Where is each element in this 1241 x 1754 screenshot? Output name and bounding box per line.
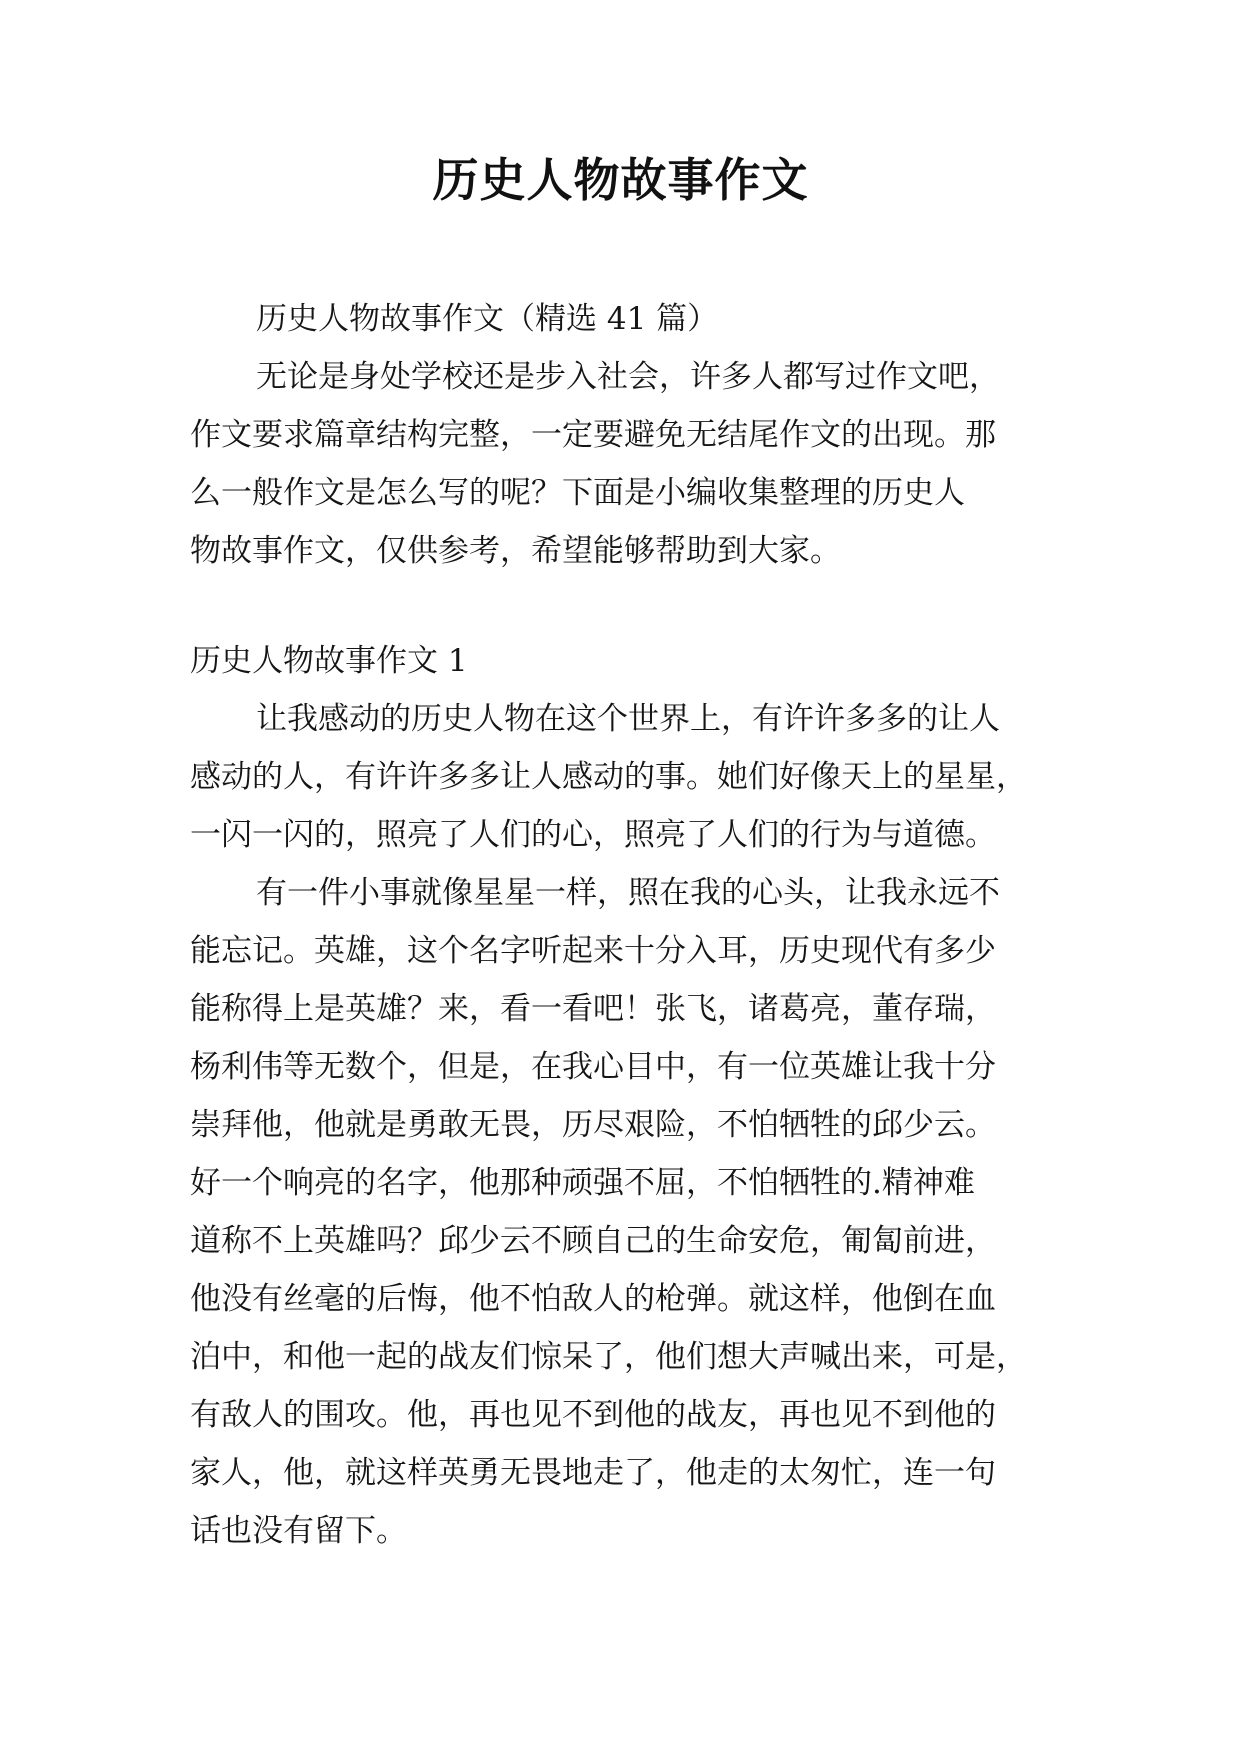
document-title: 历史人物故事作文 [432,153,809,207]
section-heading: 历史人物故事作文 1 [190,643,468,679]
body-line-12: 泊中，和他一起的战友们惊呆了，他们想大声喊出来，可是， [190,1339,1027,1375]
intro-line-1: 无论是身处学校还是步入社会，许多人都写过作文吧， [256,359,1000,395]
intro-line-3: 么一般作文是怎么写的呢？下面是小编收集整理的历史人 [190,475,965,511]
body-line-6: 能称得上是英雄？来，看一看吧！张飞，诸葛亮，董存瑞， [190,991,996,1027]
body-line-10: 道称不上英雄吗？邱少云不顾自己的生命安危，匍匐前进， [190,1223,996,1259]
body-line-1: 让我感动的历史人物在这个世界上，有许许多多的让人 [256,701,1000,737]
body-line-9: 好一个响亮的名字，他那种顽强不屈，不怕牺牲的.精神难 [190,1165,975,1201]
body-line-14: 家人，他，就这样英勇无畏地走了，他走的太匆忙，连一句 [190,1455,996,1491]
body-line-5: 能忘记。英雄，这个名字听起来十分入耳，历史现代有多少 [190,933,996,969]
body-line-4: 有一件小事就像星星一样，照在我的心头，让我永远不 [256,875,1000,911]
subtitle-line: 历史人物故事作文（精选 41 篇） [256,301,719,337]
body-line-3: 一闪一闪的，照亮了人们的心，照亮了人们的行为与道德。 [190,817,996,853]
intro-line-2: 作文要求篇章结构完整，一定要避免无结尾作文的出现。那 [190,417,996,453]
body-line-11: 他没有丝毫的后悔，他不怕敌人的枪弹。就这样，他倒在血 [190,1281,996,1317]
body-line-2: 感动的人，有许许多多让人感动的事。她们好像天上的星星， [190,759,1027,795]
body-line-8: 崇拜他，他就是勇敢无畏，历尽艰险，不怕牺牲的邱少云。 [190,1107,996,1143]
body-line-15: 话也没有留下。 [190,1513,407,1549]
body-line-7: 杨利伟等无数个，但是，在我心目中，有一位英雄让我十分 [190,1049,996,1085]
body-line-13: 有敌人的围攻。他，再也见不到他的战友，再也见不到他的 [190,1397,996,1433]
intro-line-4: 物故事作文，仅供参考，希望能够帮助到大家。 [190,533,841,569]
